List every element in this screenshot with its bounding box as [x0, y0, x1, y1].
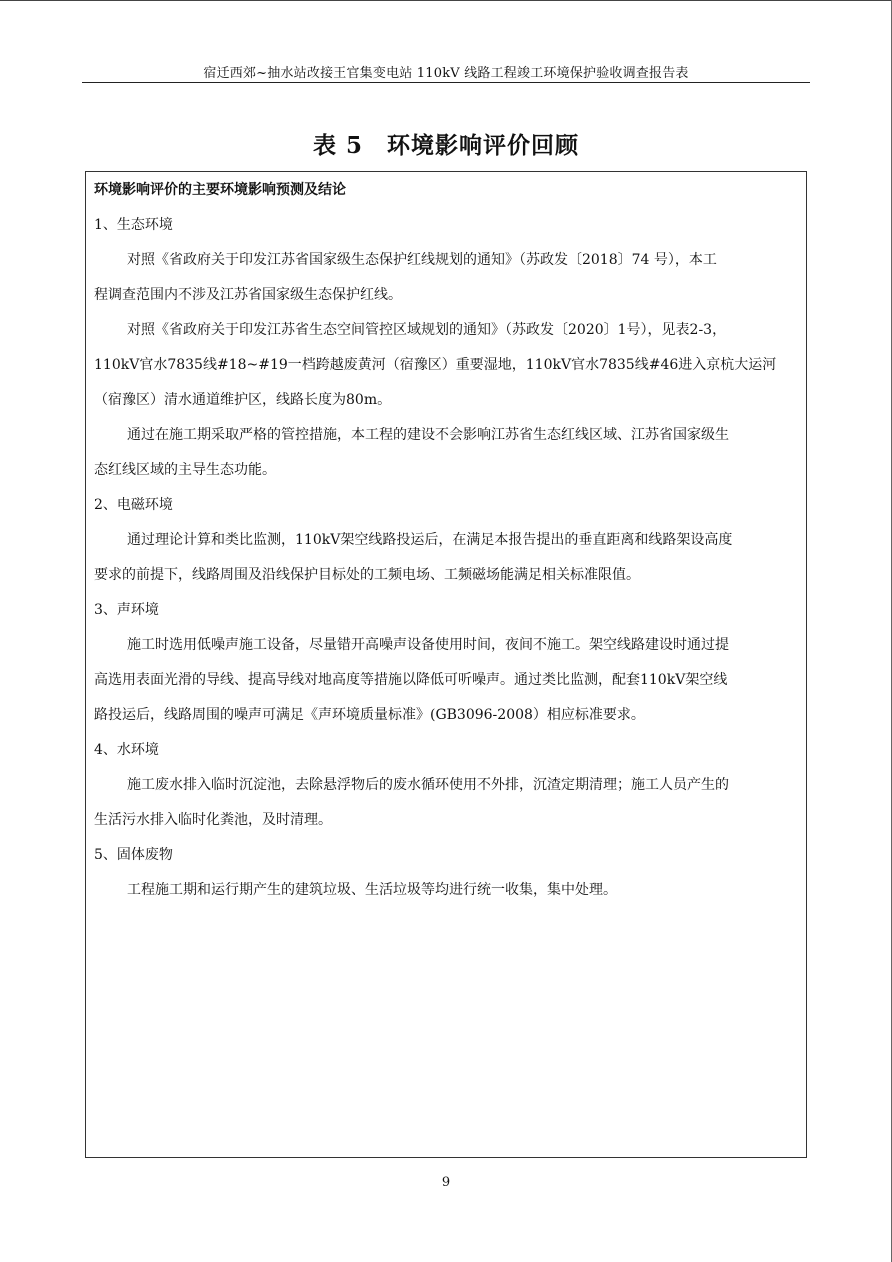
page-title: 表 5 环境影响评价回顾	[312, 132, 579, 159]
paragraph-line: 程调查范围内不涉及江苏省国家级生态保护红线。	[94, 287, 402, 303]
paragraph-line: 生活污水排入临时化粪池，及时清理。	[94, 812, 332, 828]
page-number: 9	[441, 1175, 451, 1190]
running-header: 宿迁西郊~抽水站改接王官集变电站 110kV 线路工程竣工环境保护验收调查报告表	[203, 66, 689, 81]
paragraph-line: 对照《省政府关于印发江苏省生态空间管控区域规划的通知》（苏政发〔2020〕1号），见表2-3，	[127, 322, 727, 338]
paragraph-line: 通过理论计算和类比监测，110kV架空线路投运后，在满足本报告提出的垂直距离和线路架设高度	[127, 532, 733, 548]
paragraph-line: 110kV官水7835线#18~#19一档跨越废黄河（宿豫区）重要湿地，110kV官水7835线#46进入京杭大运河	[94, 357, 777, 373]
section-title-solid-waste: 5、固体废物	[94, 847, 173, 863]
header-divider	[82, 82, 810, 83]
paragraph-line: 态红线区域的主导生态功能。	[94, 462, 276, 478]
paragraph-line: 通过在施工期采取严格的管控措施，本工程的建设不会影响江苏省生态红线区域、江苏省国家级生	[127, 427, 729, 443]
section-title-electromagnetic: 2、电磁环境	[94, 497, 173, 513]
page-top-edge	[0, 0, 892, 1]
section-title-water: 4、水环境	[94, 742, 159, 758]
paragraph-line: 施工废水排入临时沉淀池，去除悬浮物后的废水循环使用不外排，沉渣定期清理；施工人员产生的	[127, 777, 729, 793]
paragraph-line: 工程施工期和运行期产生的建筑垃圾、生活垃圾等均进行统一收集，集中处理。	[127, 882, 617, 898]
table-content	[94, 179, 798, 914]
paragraph-line: 对照《省政府关于印发江苏省国家级生态保护红线规划的通知》（苏政发〔2018〕74 号），本工	[127, 252, 717, 268]
paragraph-line: （宿豫区）清水通道维护区，线路长度为80m。	[94, 392, 392, 408]
table-heading: 环境影响评价的主要环境影响预测及结论	[94, 182, 346, 198]
paragraph-line: 路投运后，线路周围的噪声可满足《声环境质量标准》(GB3096-2008）相应标准要求。	[94, 707, 645, 723]
section-title-acoustic: 3、声环境	[94, 602, 159, 618]
section-title-ecology: 1、生态环境	[94, 217, 173, 233]
paragraph-line: 高选用表面光滑的导线、提高导线对地高度等措施以降低可听噪声。通过类比监测，配套110kV架空线	[94, 672, 728, 688]
paragraph-line: 要求的前提下，线路周围及沿线保护目标处的工频电场、工频磁场能满足相关标准限值。	[94, 567, 640, 583]
review-table	[85, 171, 807, 1158]
paragraph-line: 施工时选用低噪声施工设备，尽量错开高噪声设备使用时间，夜间不施工。架空线路建设时通过提	[127, 637, 729, 653]
